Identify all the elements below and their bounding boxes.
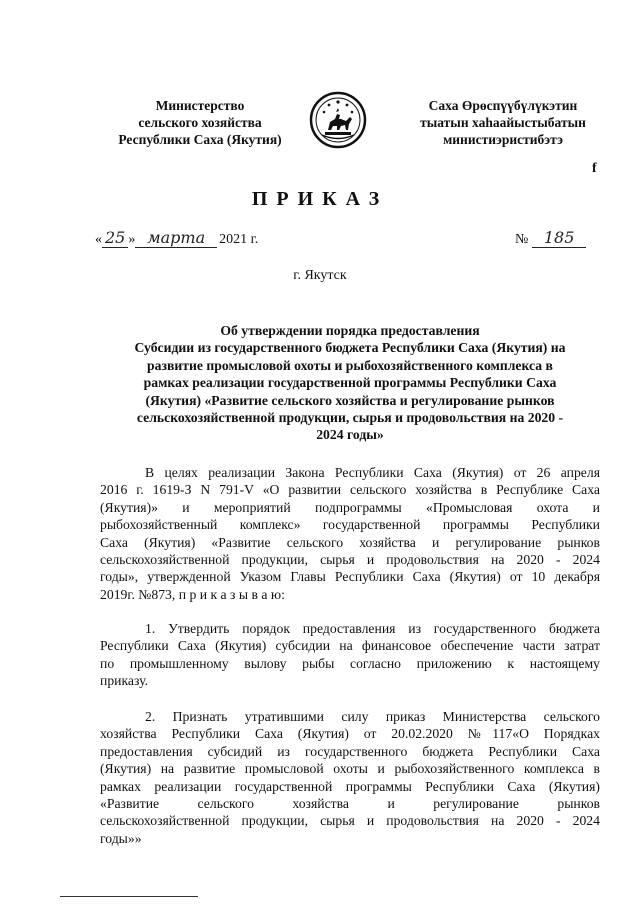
order-date [95, 228, 258, 248]
preamble-paragraph [100, 464, 600, 603]
paragraph-line: (Якутия)» и мероприятий подпрограммы «Промысловая охота и [100, 499, 600, 515]
heading-line: развитие промысловой охоты и рыбохозяйственного комплекса в [147, 357, 553, 373]
paragraph-line: «Развитие сельского хозяйства и регулирование рынков [100, 796, 600, 812]
paragraph-line: приказу. [100, 673, 149, 689]
paragraph-line: 1. Утвердить порядок предоставления из государственного бюджета [145, 621, 600, 636]
paragraph-line: 2019г. №873, п р и к а з ы в а ю: [100, 586, 285, 602]
quote-open: « [95, 232, 102, 247]
ministry-name-russian [100, 97, 300, 148]
city-line: г. Якутск [293, 268, 347, 283]
footnote-divider [60, 896, 198, 897]
paragraph-line: (Якутия) на развитие промысловой охоты и рыбохозяйственного комплекса в [100, 761, 600, 777]
paragraph-line: по промышленному вылову рыбы согласно приложению к настоящему [100, 655, 600, 671]
paragraph-line: рамках реализации государственной программы Республики Саха (Якутия) [100, 778, 600, 794]
ministry-line: Саха Өрөспүүбүлүкэтин [428, 98, 578, 113]
handwritten-number: 185 [532, 228, 587, 248]
stray-mark: f [592, 161, 597, 176]
paragraph-line: годы»» [100, 830, 142, 846]
heading-line: (Якутия) «Развитие сельского хозяйства и регулирование рынков [145, 392, 555, 408]
number-label: № [515, 232, 529, 247]
heading-line: рамках реализации государственной программы Республики Саха [143, 375, 557, 391]
ministry-line: Республики Саха (Якутия) [118, 132, 282, 147]
ministry-name-yakut [398, 97, 608, 148]
paragraph-line: хозяйства Республики Саха (Якутия) от 20.02.2020 №117«О Порядках [100, 726, 600, 742]
order-number [515, 228, 586, 248]
paragraph-line: 2. Признать утратившими силу приказ Министерства сельского [145, 709, 600, 724]
paragraph-line: рыбохозяйственный комплекс» государственной программы Республики [100, 517, 600, 533]
paragraph-line: 2016 г. 1619-З N 791-V «О развитии сельского хозяйства в Республике Саха [100, 482, 600, 498]
paragraph-line: Республики Саха (Якутия) субсидии на финансовое обеспечение части затрат [100, 638, 600, 654]
item-2-paragraph [100, 708, 600, 847]
paragraph-line: предоставления субсидий из государственного бюджета Республики Саха [100, 743, 600, 759]
ministry-line: министиэристибэтэ [443, 132, 563, 147]
item-1-paragraph [100, 620, 600, 690]
ministry-line: сельского хозяйства [138, 115, 262, 130]
paragraph-line: сельскохозяйственной продукции, сырья и продовольствия на 2020 - 2024 [100, 813, 600, 829]
heading-line: Субсидии из государственного бюджета Республики Саха (Якутия) на [134, 340, 566, 356]
heading-line: сельскохозяйственной продукции, сырья и продовольствия на 2020 - [136, 410, 564, 426]
paragraph-line: сельскохозяйственной продукции, сырья и продовольствия на 2020 - 2024 [100, 552, 600, 568]
paragraph-line: годы», утвержденной Указом Главы Республики Саха (Якутия) от 10 декабря [100, 569, 600, 585]
ministry-line: тыатын хаhаайыстыбатын [420, 115, 586, 130]
quote-close: » [128, 232, 136, 247]
heading-line: Об утверждении порядка предоставления [220, 323, 480, 338]
paragraph-line: Саха (Якутия) «Развитие сельского хозяйства и регулирование рынков [100, 534, 600, 550]
ministry-line: Министерство [155, 98, 245, 113]
coat-of-arms-icon [308, 90, 368, 150]
order-heading [100, 322, 600, 444]
heading-line: 2024 годы» [316, 427, 384, 443]
handwritten-month: марта [135, 228, 217, 248]
paragraph-line: В целях реализации Закона Республики Саха (Якутия) от 26 апреля [145, 465, 600, 480]
handwritten-day: 25 [102, 228, 128, 248]
document-title: ПРИКАЗ [251, 188, 389, 210]
date-year: 2021 г. [219, 232, 259, 247]
